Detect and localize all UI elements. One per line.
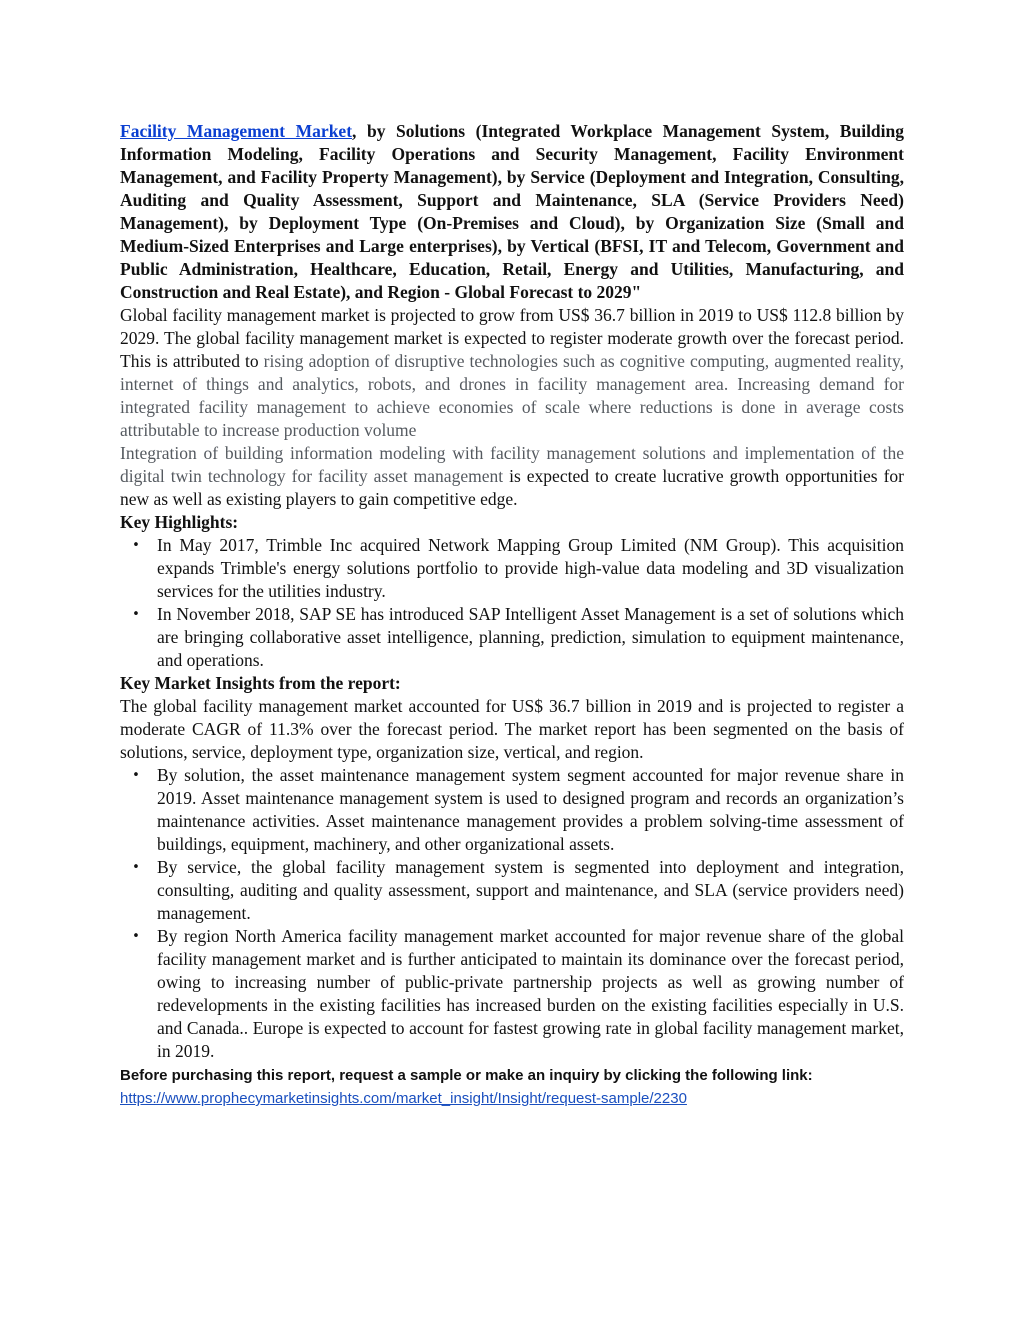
intro-text: Global facility management market is projected to grow from US$ 36.7 billion in 2019 to US$ 112.8 billion by 2029. The global facility management market is expected to register moderate growth over the forecast period. This is attributed to — [120, 305, 904, 371]
insights-list — [120, 764, 904, 1063]
list-item: • In November 2018, SAP SE has introduced SAP Intelligent Asset Management is a set of solutions which are bringing collaborative asset intelligence, planning, prediction, simulation to equipment maintenance, and operations. — [157, 603, 904, 672]
highlights-list — [120, 534, 904, 672]
bullet-icon: • — [132, 929, 140, 944]
list-item: • In May 2017, Trimble Inc acquired Network Mapping Group Limited (NM Group). This acquisition expands Trimble's energy solutions portfolio to provide high-value data modeling and 3D visualization services for the utilities industry. — [157, 534, 904, 603]
list-item: • By region North America facility management market accounted for major revenue share of the global facility management market and is further anticipated to maintain its dominance over the forecast period, owing to increasing number of public-private partnership projects as well as growing number of redevelopments in the existing facilities has increased burden on the existing facilities especially in U.S. and Canada.. Europe is expected to account for fastest growing rate in global facility management market, in 2019. — [157, 925, 904, 1063]
list-item: • By solution, the asset maintenance management system segment accounted for major revenue share in 2019. Asset maintenance management system is used to designed program and records an organization’s maintenance activities. Asset maintenance management provides a problem solving-time assessment of buildings, equipment, machinery, and other organizational assets. — [157, 764, 904, 856]
integration-text: is expected to create lucrative growth opportunities for new as well as existing players to gain competitive edge. — [120, 466, 904, 509]
bullet-icon: • — [132, 768, 140, 783]
request-sample-link[interactable]: https://www.prophecymarketinsights.com/market_insight/Insight/request-sample/2230 — [120, 1090, 687, 1107]
key-highlights-heading: Key Highlights: — [120, 512, 239, 532]
document-page — [120, 120, 904, 1109]
bullet-icon: • — [132, 860, 140, 875]
intro-paragraph — [120, 304, 904, 442]
report-title — [120, 120, 904, 304]
title-link[interactable]: Facility Management Market — [120, 121, 353, 141]
title-rest: , by Solutions (Integrated Workplace Management System, Building Information Modeling, Facility Operations and Security Management, Facility Environment Management, and Facility Property Management), by Service (Deployment and Integration, Consulting, Auditing and Quality Assessment, Support and Maintenance, SLA (Service Providers Need) Management), by Deployment Type (On-Premises and Cloud), by Organization Size (Small and Medium-Sized Enterprises and Large enterprises), by Vertical (BFSI, IT and Telecom, Government and Public Administration, Healthcare, Education, Retail, Energy and Utilities, Manufacturing, and Construction and Real Estate), and Region - Global Forecast to 2029" — [120, 121, 905, 302]
key-insights-heading: Key Market Insights from the report: — [120, 673, 401, 693]
insights-paragraph: The global facility management market accounted for US$ 36.7 billion in 2019 and is projected to register a moderate CAGR of 11.3% over the forecast period. The market report has been segmented on the basis of solutions, service, deployment type, organization size, vertical, and region. — [120, 696, 904, 762]
bullet-icon: • — [132, 607, 140, 622]
intro-grey-text: rising adoption of disruptive technologies such as cognitive computing, augmented reality, internet of things and analytics, robots, and drones in facility management area. Increasing demand for integrated facility management to achieve economies of scale where reductions is done in average costs attributable to increase production volume — [120, 351, 904, 440]
footer-cta: Before purchasing this report, request a sample or make an inquiry by clicking the following link: — [120, 1067, 813, 1084]
list-item: • By service, the global facility management system is segmented into deployment and integration, consulting, auditing and quality assessment, support and maintenance, and SLA (service providers need) management. — [157, 856, 904, 925]
integration-paragraph — [120, 442, 904, 511]
bullet-icon: • — [132, 538, 140, 553]
integration-grey-text: Integration of building information modeling with facility management solutions and implementation of the digital twin technology for facility asset management — [120, 443, 904, 486]
